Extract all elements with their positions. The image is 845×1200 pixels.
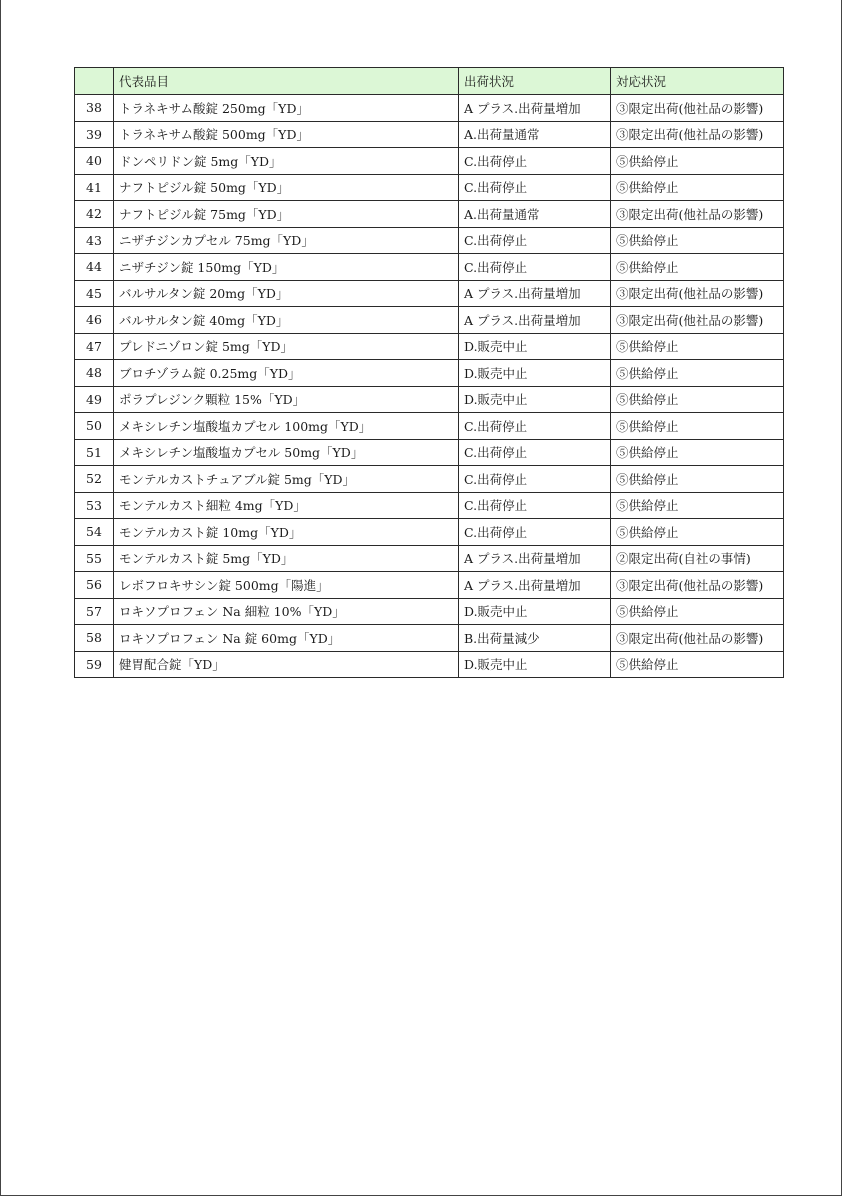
shipping-status: D.販売中止 xyxy=(459,386,611,413)
product-name: ナフトピジル錠 75mg「YD」 xyxy=(114,201,459,228)
product-name: ブロチゾラム錠 0.25mg「YD」 xyxy=(114,360,459,387)
product-name: モンテルカスト錠 10mg「YD」 xyxy=(114,519,459,546)
product-status-table xyxy=(74,67,784,678)
table-row xyxy=(75,492,784,519)
table-row xyxy=(75,466,784,493)
response-status: ⑤供給停止 xyxy=(611,519,784,546)
shipping-status: D.販売中止 xyxy=(459,333,611,360)
response-status: ③限定出荷(他社品の影響) xyxy=(611,95,784,122)
row-number: 47 xyxy=(75,333,114,360)
product-name: 健胃配合錠「YD」 xyxy=(114,651,459,678)
table-row xyxy=(75,545,784,572)
shipping-status: A プラス.出荷量増加 xyxy=(459,572,611,599)
table-row xyxy=(75,439,784,466)
response-status: ③限定出荷(他社品の影響) xyxy=(611,201,784,228)
table-row xyxy=(75,148,784,175)
product-name: ニザチジンカプセル 75mg「YD」 xyxy=(114,227,459,254)
shipping-status: B.出荷量減少 xyxy=(459,625,611,652)
response-status: ⑤供給停止 xyxy=(611,386,784,413)
response-status: ⑤供給停止 xyxy=(611,227,784,254)
table-row xyxy=(75,413,784,440)
row-number: 54 xyxy=(75,519,114,546)
table-row xyxy=(75,280,784,307)
product-name: プレドニゾロン錠 5mg「YD」 xyxy=(114,333,459,360)
response-status: ③限定出荷(他社品の影響) xyxy=(611,307,784,334)
product-name: ドンペリドン錠 5mg「YD」 xyxy=(114,148,459,175)
row-number: 56 xyxy=(75,572,114,599)
shipping-status: C.出荷停止 xyxy=(459,148,611,175)
row-number: 43 xyxy=(75,227,114,254)
product-name: モンテルカストチュアブル錠 5mg「YD」 xyxy=(114,466,459,493)
product-name: ナフトピジル錠 50mg「YD」 xyxy=(114,174,459,201)
shipping-status: A プラス.出荷量増加 xyxy=(459,280,611,307)
response-status: ⑤供給停止 xyxy=(611,333,784,360)
response-status: ⑤供給停止 xyxy=(611,651,784,678)
product-name: モンテルカスト細粒 4mg「YD」 xyxy=(114,492,459,519)
row-number: 42 xyxy=(75,201,114,228)
table-row xyxy=(75,333,784,360)
response-status: ⑤供給停止 xyxy=(611,148,784,175)
response-status: ③限定出荷(他社品の影響) xyxy=(611,625,784,652)
shipping-status: D.販売中止 xyxy=(459,360,611,387)
row-number: 44 xyxy=(75,254,114,281)
table-row xyxy=(75,386,784,413)
shipping-status: C.出荷停止 xyxy=(459,439,611,466)
header-shipping-status: 出荷状況 xyxy=(459,68,611,95)
product-name: バルサルタン錠 40mg「YD」 xyxy=(114,307,459,334)
table-row xyxy=(75,572,784,599)
response-status: ③限定出荷(他社品の影響) xyxy=(611,121,784,148)
product-name: バルサルタン錠 20mg「YD」 xyxy=(114,280,459,307)
row-number: 38 xyxy=(75,95,114,122)
shipping-status: A プラス.出荷量増加 xyxy=(459,95,611,122)
row-number: 49 xyxy=(75,386,114,413)
response-status: ③限定出荷(他社品の影響) xyxy=(611,572,784,599)
header-response-status: 対応状況 xyxy=(611,68,784,95)
response-status: ⑤供給停止 xyxy=(611,360,784,387)
row-number: 55 xyxy=(75,545,114,572)
table-row xyxy=(75,651,784,678)
product-name: トラネキサム酸錠 500mg「YD」 xyxy=(114,121,459,148)
table-row xyxy=(75,201,784,228)
row-number: 53 xyxy=(75,492,114,519)
row-number: 57 xyxy=(75,598,114,625)
table-row xyxy=(75,519,784,546)
shipping-status: A プラス.出荷量増加 xyxy=(459,307,611,334)
product-name: ニザチジン錠 150mg「YD」 xyxy=(114,254,459,281)
row-number: 51 xyxy=(75,439,114,466)
row-number: 48 xyxy=(75,360,114,387)
table-row xyxy=(75,360,784,387)
product-name: ポラプレジンク顆粒 15%「YD」 xyxy=(114,386,459,413)
response-status: ⑤供給停止 xyxy=(611,439,784,466)
shipping-status: D.販売中止 xyxy=(459,651,611,678)
row-number: 40 xyxy=(75,148,114,175)
product-name: メキシレチン塩酸塩カプセル 50mg「YD」 xyxy=(114,439,459,466)
table-row xyxy=(75,625,784,652)
row-number: 45 xyxy=(75,280,114,307)
row-number: 39 xyxy=(75,121,114,148)
row-number: 59 xyxy=(75,651,114,678)
product-name: ロキソプロフェン Na 錠 60mg「YD」 xyxy=(114,625,459,652)
shipping-status: C.出荷停止 xyxy=(459,413,611,440)
row-number: 41 xyxy=(75,174,114,201)
response-status: ⑤供給停止 xyxy=(611,598,784,625)
shipping-status: A.出荷量通常 xyxy=(459,201,611,228)
shipping-status: A.出荷量通常 xyxy=(459,121,611,148)
product-name: メキシレチン塩酸塩カプセル 100mg「YD」 xyxy=(114,413,459,440)
product-name: トラネキサム酸錠 250mg「YD」 xyxy=(114,95,459,122)
row-number: 50 xyxy=(75,413,114,440)
response-status: ②限定出荷(自社の事情) xyxy=(611,545,784,572)
row-number: 46 xyxy=(75,307,114,334)
table-row xyxy=(75,95,784,122)
response-status: ⑤供給停止 xyxy=(611,413,784,440)
response-status: ③限定出荷(他社品の影響) xyxy=(611,280,784,307)
shipping-status: C.出荷停止 xyxy=(459,519,611,546)
header-product: 代表品目 xyxy=(114,68,459,95)
shipping-status: C.出荷停止 xyxy=(459,254,611,281)
shipping-status: C.出荷停止 xyxy=(459,227,611,254)
table-row xyxy=(75,307,784,334)
table-header-row xyxy=(75,68,784,95)
response-status: ⑤供給停止 xyxy=(611,254,784,281)
shipping-status: C.出荷停止 xyxy=(459,492,611,519)
table-row xyxy=(75,227,784,254)
table-row xyxy=(75,598,784,625)
shipping-status: C.出荷停止 xyxy=(459,174,611,201)
table-row xyxy=(75,174,784,201)
product-name: モンテルカスト錠 5mg「YD」 xyxy=(114,545,459,572)
response-status: ⑤供給停止 xyxy=(611,492,784,519)
response-status: ⑤供給停止 xyxy=(611,174,784,201)
row-number: 52 xyxy=(75,466,114,493)
shipping-status: C.出荷停止 xyxy=(459,466,611,493)
table-row xyxy=(75,121,784,148)
header-number xyxy=(75,68,114,95)
response-status: ⑤供給停止 xyxy=(611,466,784,493)
table-row xyxy=(75,254,784,281)
row-number: 58 xyxy=(75,625,114,652)
product-name: ロキソプロフェン Na 細粒 10%「YD」 xyxy=(114,598,459,625)
shipping-status: A プラス.出荷量増加 xyxy=(459,545,611,572)
shipping-status: D.販売中止 xyxy=(459,598,611,625)
product-name: レボフロキサシン錠 500mg「陽進」 xyxy=(114,572,459,599)
